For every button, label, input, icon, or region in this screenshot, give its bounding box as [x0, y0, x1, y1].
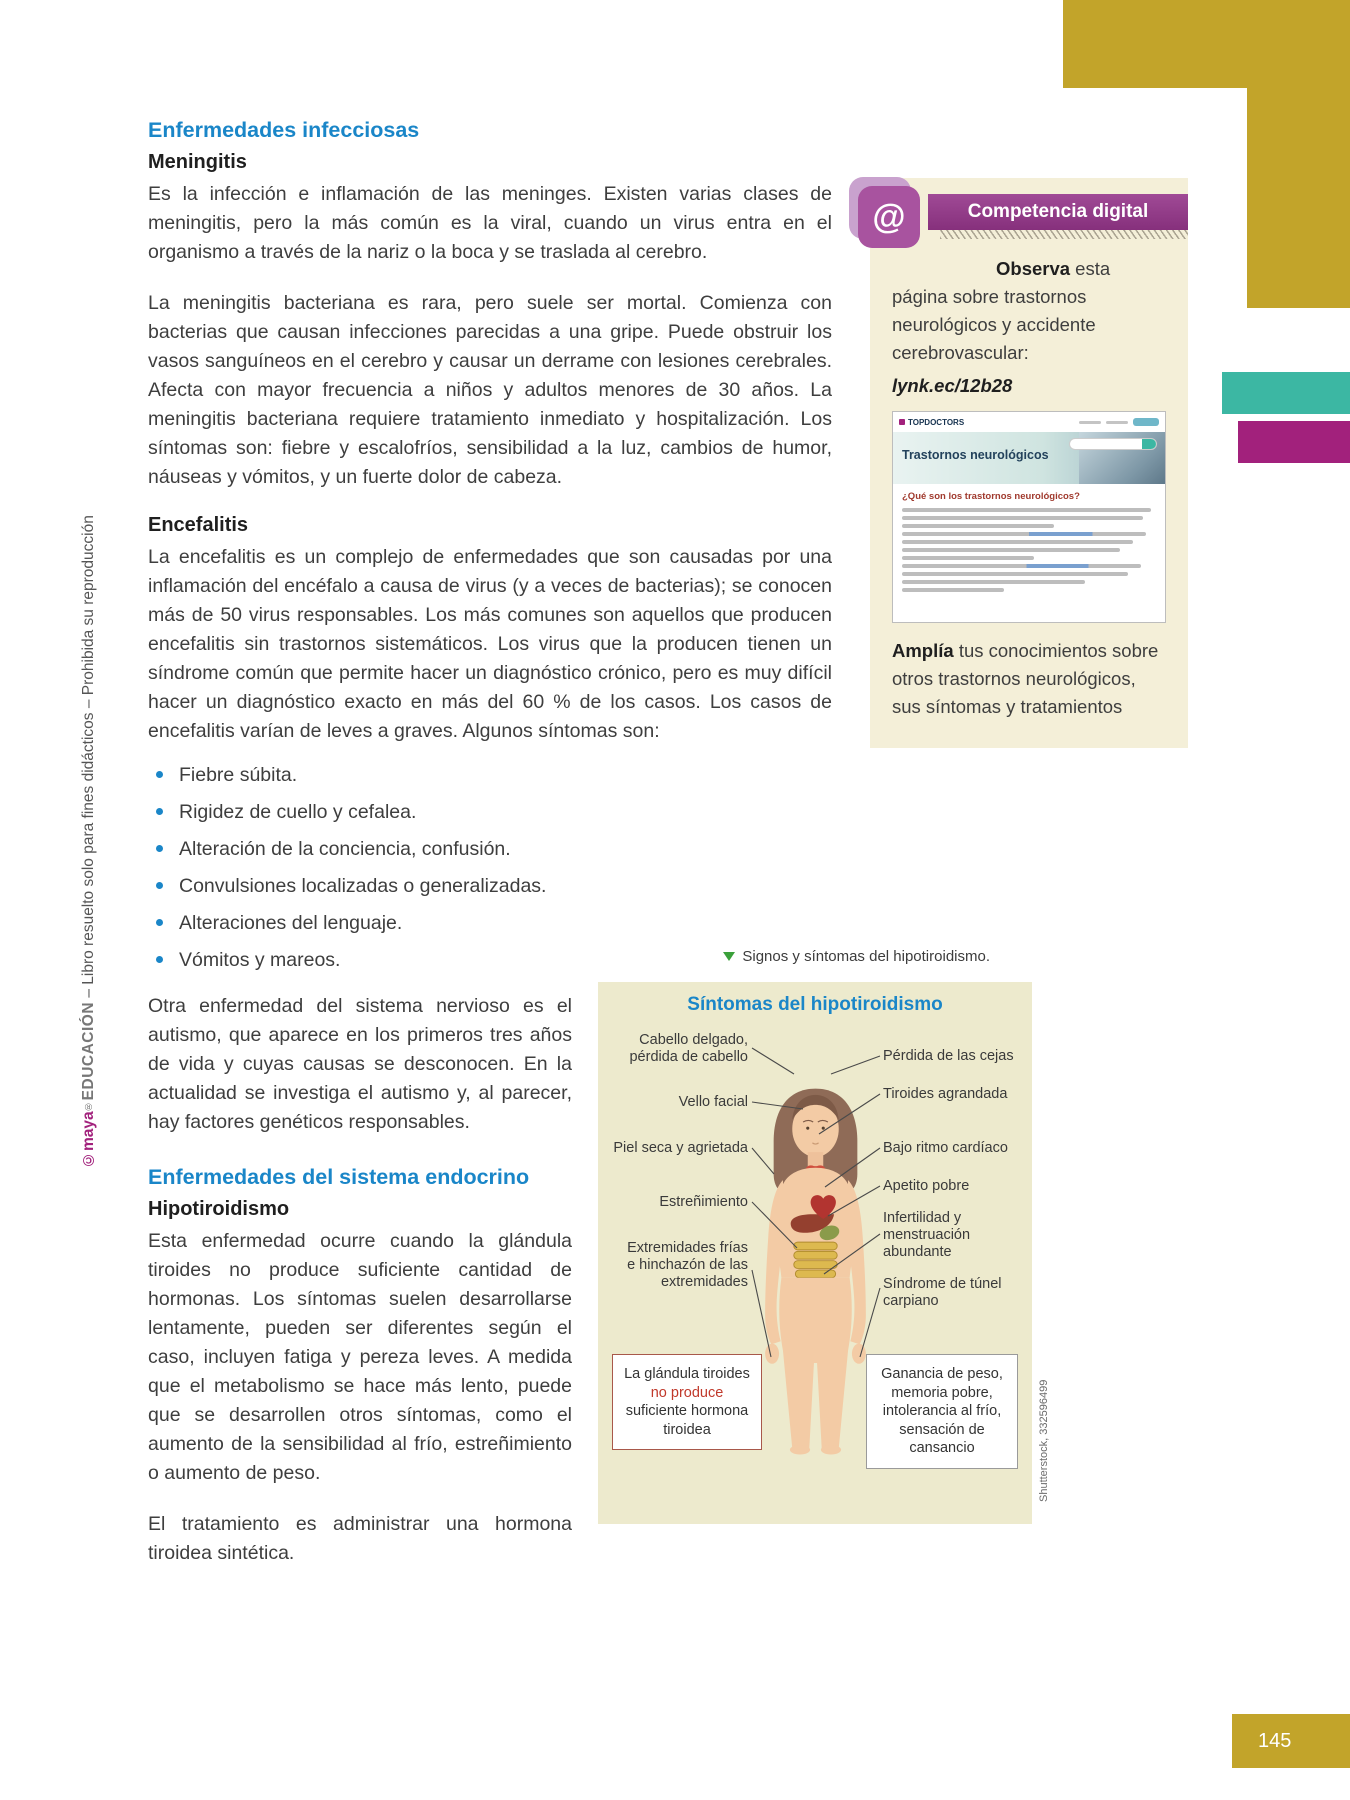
registered-mark: ® [83, 1100, 94, 1112]
label-extremidades: Extremidades frías e hinchazón de las extremidades [627, 1240, 748, 1290]
bullet-icon [156, 919, 163, 926]
paragraph-hipotiroidismo-2: El tratamiento es administrar una hormona tiroidea sintética. [148, 1513, 572, 1564]
info-box-highlight: no produce [650, 1384, 724, 1401]
thumbnail-text-line [902, 572, 1128, 576]
thumbnail-body [893, 484, 1165, 592]
figure-caption-text: Signos y síntomas del hipotiroidismo. [742, 948, 990, 965]
thumbnail-text-line [902, 564, 1141, 568]
label-vello-facial: Vello facial [678, 1094, 748, 1110]
publisher-brand: EDUCACIÓN [80, 1001, 97, 1101]
label-estrenimiento: Estreñimiento [659, 1194, 748, 1210]
bullet-icon [156, 845, 163, 852]
thumbnail-text-line [902, 580, 1085, 584]
observa-text: esta página sobre trastornos neurológicos y accidente cerebrovascular: [892, 258, 1111, 363]
bullet-icon [156, 956, 163, 963]
bullet-icon [156, 882, 163, 889]
label-infertilidad: Infertilidad y menstruación abundante [883, 1210, 971, 1260]
caption-marker-icon [723, 952, 735, 961]
paragraph-meningitis-2: La meningitis bacteriana es rara, pero suele ser mortal. Comienza con bacterias que causan infecciones parecidas a una gripe. Puede obstruir los vasos sanguíneos en el cerebro y causar un derrame con lesiones cerebrales. Afecta con mayor frecuencia a niños y adultos menores de 30 años. La meningitis bacteriana requiere tratamiento inmediato y hospitalización. Los síntomas son: fiebre y escalofríos, sensibilidad a la luz, cambios de humor, náuseas y vómitos, y un fuerte dolor de cabeza. [148, 292, 832, 488]
thumbnail-banner-title: Trastornos neurológicos [902, 448, 1049, 462]
thumbnail-text-line [902, 532, 1146, 536]
info-box-symptoms: Ganancia de peso, memoria pobre, intolerancia al frío, sensación de cansancio [866, 1354, 1018, 1469]
paragraph-meningitis-1: Es la infección e inflamación de las meninges. Existen varias clases de meningitis, pero la más común es la viral, cuando un virus entra en el organismo a través de la nariz o la boca y se traslada al cerebro. [148, 183, 832, 263]
label-piel-seca: Piel seca y agrietada [613, 1140, 748, 1156]
thumbnail-topbar [893, 412, 1165, 432]
label-bajo-ritmo: Bajo ritmo cardíaco [883, 1140, 1008, 1156]
thumbnail-text-line [902, 556, 1034, 560]
paragraph-hipotiroidismo-1: Esta enfermedad ocurre cuando la glándula tiroides no produce suficiente cantidad de hormonas. Los síntomas suelen desarrollarse lentamente, pueden ser diferentes según el caso, incluyen fatiga y pereza leves. A medida que el metabolismo se hace más lento, puede que se desarrollen otros síntomas, como el aumento de la sensibilidad al frío, estreñimiento o aumento de peso. [148, 1230, 572, 1484]
header-hatch-decoration [940, 230, 1188, 239]
menu-line [1106, 421, 1128, 424]
figure-title: Síntomas del hipotiroidismo [687, 994, 943, 1015]
bullet-text: Alteración de la conciencia, confusión. [179, 838, 511, 860]
amplia-keyword: Amplía [892, 640, 954, 661]
label-tunel-carpiano: Síndrome de túnel carpiano [883, 1276, 1002, 1309]
label-apetito: Apetito pobre [883, 1178, 970, 1194]
observa-keyword: Observa [996, 258, 1071, 279]
bullet-text: Convulsiones localizadas o generalizadas. [179, 875, 547, 897]
main-column-bottom [148, 992, 572, 1590]
thumbnail-menu [1079, 418, 1159, 426]
menu-line [1079, 421, 1101, 424]
thumbnail-text-line [902, 516, 1143, 520]
bullet-icon [156, 808, 163, 815]
bullet-text: Fiebre súbita. [179, 764, 298, 786]
symptom-bullet-list [148, 762, 832, 973]
paragraph-encefalitis: La encefalitis es un complejo de enfermedades que son causadas por una inflamación del encéfalo a causa de virus (y a veces de bacterias); se conocen más de 50 virus responsables. Los más comunes son aquellos que producen encefalitis sin trastornos sistemáticos. Los virus que la producen tienen un síndrome común que permite hacer un diagnóstico crónico, pero es muy difícil hacer un diagnóstico exacto en más del 60 % de los casos. Los casos de encefalitis varían de leves a graves. Algunos síntomas son: [148, 546, 832, 742]
digital-competence-box [870, 178, 1188, 748]
section-heading-infectious: Enfermedades infecciosas [148, 118, 420, 142]
bullet-text: Rigidez de cuello y cefalea. [179, 801, 417, 823]
bullet-icon [156, 771, 163, 778]
thumbnail-brand [899, 418, 964, 427]
bullet-text: Vómitos y mareos. [179, 949, 341, 971]
amplia-text: tus conocimientos sobre otros trastornos neurológicos, sus síntomas y tratamientos [892, 640, 1159, 717]
observa-paragraph [892, 255, 1166, 367]
search-button-icon [1142, 439, 1156, 449]
decor-gold-column [1247, 0, 1350, 308]
page-number-badge [1232, 1714, 1350, 1768]
search-bar-icon [1069, 438, 1157, 450]
side-note [80, 420, 98, 1168]
info-box-thyroid [612, 1354, 762, 1450]
bullet-item [156, 836, 832, 862]
subheading-encefalitis: Encefalitis [148, 514, 249, 536]
thumbnail-text-line [902, 548, 1120, 552]
page-number: 145 [1258, 1729, 1292, 1752]
digital-competence-title: Competencia digital [928, 194, 1188, 230]
at-glyph: @ [858, 186, 920, 248]
subheading-meningitis: Meningitis [148, 151, 247, 173]
bullet-text: Alteraciones del lenguaje. [179, 912, 403, 934]
at-icon [858, 186, 920, 248]
section-heading-endocrine: Enfermedades del sistema endocrino [148, 1165, 530, 1189]
info-box-text: La glándula tiroides [624, 1366, 750, 1382]
webpage-thumbnail [892, 411, 1166, 623]
decor-teal-bar [1222, 372, 1350, 414]
photo-credit: Shutterstock, 332596499 [1038, 1379, 1050, 1502]
paragraph-autismo: Otra enfermedad del sistema nervioso es el autismo, que aparece en los primeros tres años de vida y cuyas causas se desconocen. En la actualidad se investiga el autismo y, al parecer, hay factores genéticos responsables. [148, 995, 572, 1133]
decor-magenta-bar [1238, 421, 1350, 463]
menu-button [1133, 418, 1159, 426]
label-tiroides: Tiroides agrandada [883, 1086, 1008, 1102]
brand-text: TOPDOCTORS [908, 417, 965, 427]
bullet-item [156, 799, 832, 825]
bullet-item [156, 873, 832, 899]
thumbnail-banner [893, 432, 1165, 484]
thumbnail-text-line [902, 540, 1133, 544]
copyright-text: – Libro resuelto solo para fines didácticos – Prohibida su reproducción [80, 515, 97, 1002]
amplia-paragraph [892, 637, 1166, 721]
info-box-text: suficiente hormona tiroidea [625, 1403, 749, 1438]
subheading-hipotiroidismo: Hipotiroidismo [148, 1198, 290, 1220]
resource-link[interactable]: lynk.ec/12b28 [892, 375, 1013, 396]
thumbnail-question: ¿Qué son los trastornos neurológicos? [902, 491, 1080, 502]
label-cabello: Cabello delgado, pérdida de cabello [629, 1032, 748, 1065]
hypothyroidism-figure [598, 982, 1032, 1524]
publisher-logo: ©maya [80, 1111, 97, 1168]
figure-caption [600, 948, 1032, 965]
thumbnail-text-line [902, 588, 1004, 592]
main-column-top [148, 118, 832, 984]
bullet-item [156, 762, 832, 788]
label-perdida-cejas: Pérdida de las cejas [883, 1048, 1014, 1064]
thumbnail-text-line [902, 508, 1151, 512]
bullet-item [156, 910, 832, 936]
brand-logo-icon [899, 419, 905, 425]
thumbnail-text-line [902, 524, 1054, 528]
